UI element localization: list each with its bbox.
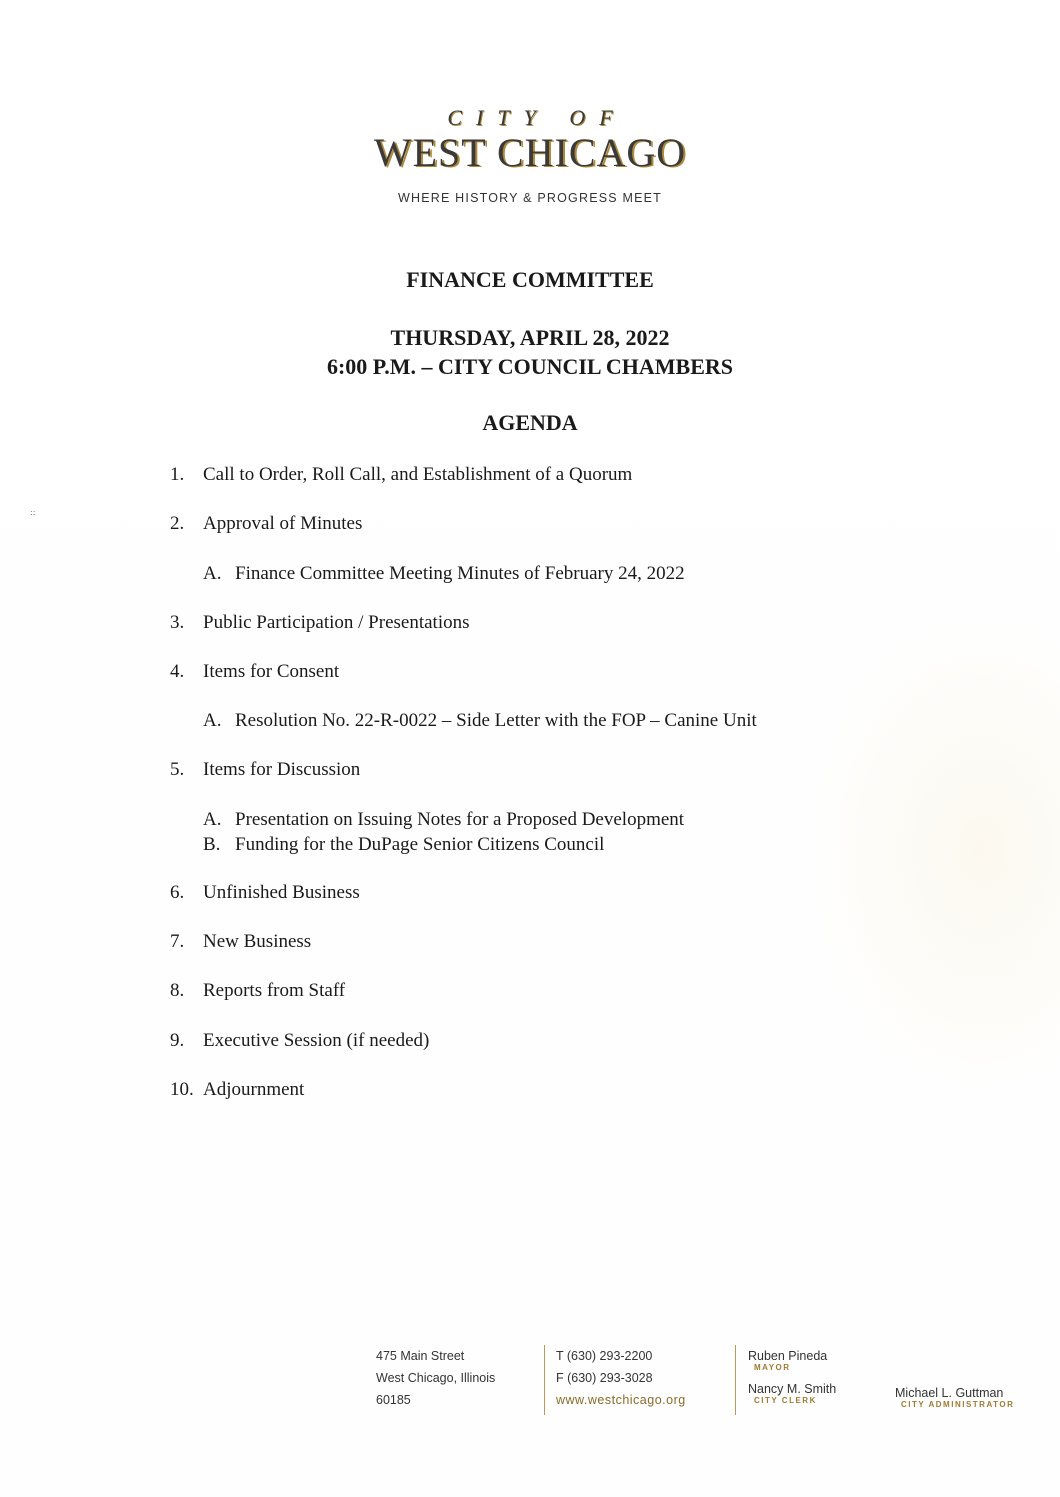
committee-title: FINANCE COMMITTEE (406, 267, 654, 292)
agenda-item-6 (170, 880, 360, 905)
clerk-name: Nancy M. Smith (748, 1382, 837, 1396)
phone-number: T (630) 293-2200 (556, 1349, 653, 1363)
agenda-title: AGENDA (482, 410, 578, 435)
item-number: 3. (170, 612, 185, 633)
item-number: 9. (170, 1030, 185, 1051)
item-text: Finance Committee Meeting Minutes of February 24, 2022 (235, 563, 685, 584)
item-text: Items for Discussion (203, 759, 361, 780)
agenda-subitem-5a (203, 807, 684, 832)
item-text: Items for Consent (203, 661, 340, 682)
footer-contact (556, 1345, 686, 1411)
item-text: Funding for the DuPage Senior Citizens Council (235, 834, 605, 855)
item-text: Reports from Staff (203, 980, 346, 1001)
item-number: B. (203, 834, 221, 855)
footer-address (376, 1345, 495, 1411)
mayor-name: Ruben Pineda (748, 1349, 828, 1363)
agenda-subitem-2a (203, 561, 685, 586)
agenda-item-1 (170, 462, 632, 487)
scan-speck: :: (30, 508, 36, 517)
item-text: Unfinished Business (203, 882, 360, 903)
agenda-subitem-4a (203, 708, 757, 733)
agenda-item-8 (170, 978, 345, 1003)
scan-tint (800, 600, 1060, 1100)
address-line: 60185 (376, 1393, 411, 1407)
item-text: Public Participation / Presentations (203, 612, 470, 633)
item-number: A. (203, 563, 222, 584)
item-number: 2. (170, 513, 185, 534)
item-number: 1. (170, 464, 185, 485)
agenda-item-4 (170, 659, 339, 684)
item-number: 8. (170, 980, 185, 1001)
mayor-role: MAYOR (754, 1363, 791, 1372)
meeting-date: THURSDAY, APRIL 28, 2022 (390, 325, 670, 350)
agenda-subitem-5b (203, 832, 604, 857)
footer-administrator (895, 1382, 1014, 1415)
item-number: 7. (170, 931, 185, 952)
agenda-item-5 (170, 757, 360, 782)
meeting-time-place: 6:00 P.M. – CITY COUNCIL CHAMBERS (326, 354, 733, 379)
agenda-item-9 (170, 1028, 429, 1053)
admin-role: CITY ADMINISTRATOR (901, 1400, 1015, 1409)
tagline: WHERE HISTORY & PROGRESS MEET (397, 191, 662, 205)
agenda-item-3 (170, 610, 470, 635)
city-logo (330, 105, 730, 175)
footer-divider (544, 1345, 545, 1415)
website-link[interactable]: www.westchicago.org (556, 1393, 686, 1407)
item-text: Executive Session (if needed) (203, 1030, 430, 1051)
item-number: 10. (170, 1079, 194, 1100)
item-text: New Business (203, 931, 312, 952)
logo-top-text: CITY OF (447, 105, 627, 130)
item-number: 6. (170, 882, 185, 903)
agenda-item-2 (170, 511, 362, 536)
item-text: Approval of Minutes (203, 513, 363, 534)
item-text: Resolution No. 22-R-0022 – Side Letter with the FOP – Canine Unit (235, 710, 757, 731)
logo-main-text: WEST CHICAGO (373, 130, 687, 175)
admin-name: Michael L. Guttman (895, 1386, 1004, 1400)
item-text: Adjournment (203, 1079, 305, 1100)
fax-number: F (630) 293-3028 (556, 1371, 653, 1385)
item-text: Call to Order, Roll Call, and Establishment of a Quorum (203, 464, 633, 485)
item-number: 4. (170, 661, 185, 682)
item-number: 5. (170, 759, 185, 780)
agenda-item-10 (170, 1077, 304, 1102)
agenda-item-7 (170, 929, 311, 954)
item-text: Presentation on Issuing Notes for a Proposed Development (235, 809, 685, 830)
address-line: West Chicago, Illinois (376, 1371, 496, 1385)
footer-divider (735, 1345, 736, 1415)
item-number: A. (203, 710, 222, 731)
item-number: A. (203, 809, 222, 830)
address-line: 475 Main Street (376, 1349, 465, 1363)
footer-officials (748, 1345, 836, 1411)
clerk-role: CITY CLERK (754, 1396, 817, 1405)
